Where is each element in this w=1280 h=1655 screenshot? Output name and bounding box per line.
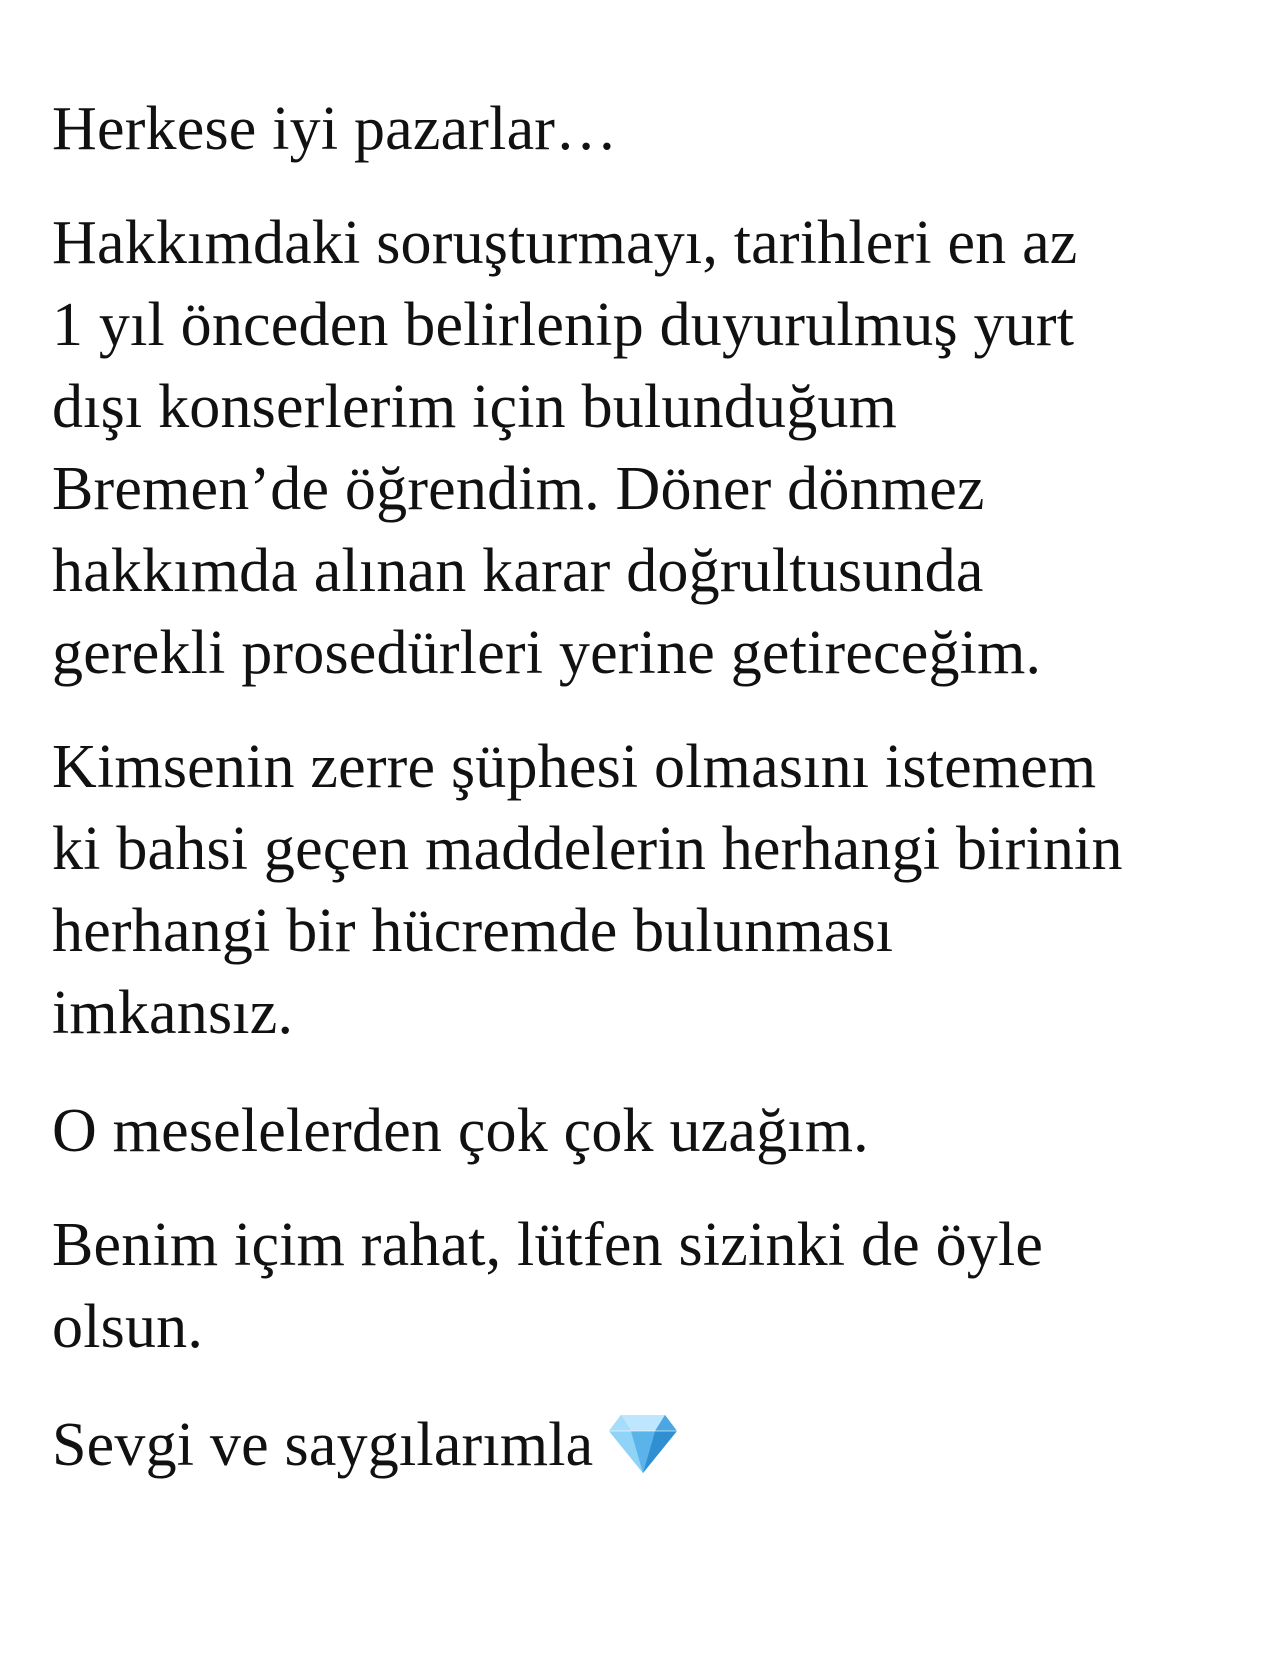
statement-text — [52, 88, 1252, 1486]
gem-icon — [607, 1411, 679, 1475]
investigation-paragraph: Hakkımdaki soruşturmayı, tarihleri en az 1 yıl önceden belirlenip duyurulmuş yurt dışı konserlerim için bulunduğum Bremen’de öğrendim. Döner dönmez hakkımda alınan karar doğrultusunda gerekli prosedürleri yerine getireceğim. — [52, 209, 1078, 687]
distance-paragraph: O meselelerden çok çok uzağım. — [52, 1097, 869, 1165]
comfort-paragraph: Benim içim rahat, lütfen sizinki de öyle olsun. — [52, 1211, 1044, 1361]
greeting-paragraph: Herkese iyi pazarlar… — [52, 95, 618, 163]
closing-line — [52, 1404, 1252, 1486]
closing-text: Sevgi ve saygılarımla — [52, 1411, 594, 1479]
assurance-paragraph: Kimsenin zerre şüphesi olmasını istemem ki bahsi geçen maddelerin herhangi birinin herhangi bir hücremde bulunması imkansız. — [52, 733, 1123, 1047]
